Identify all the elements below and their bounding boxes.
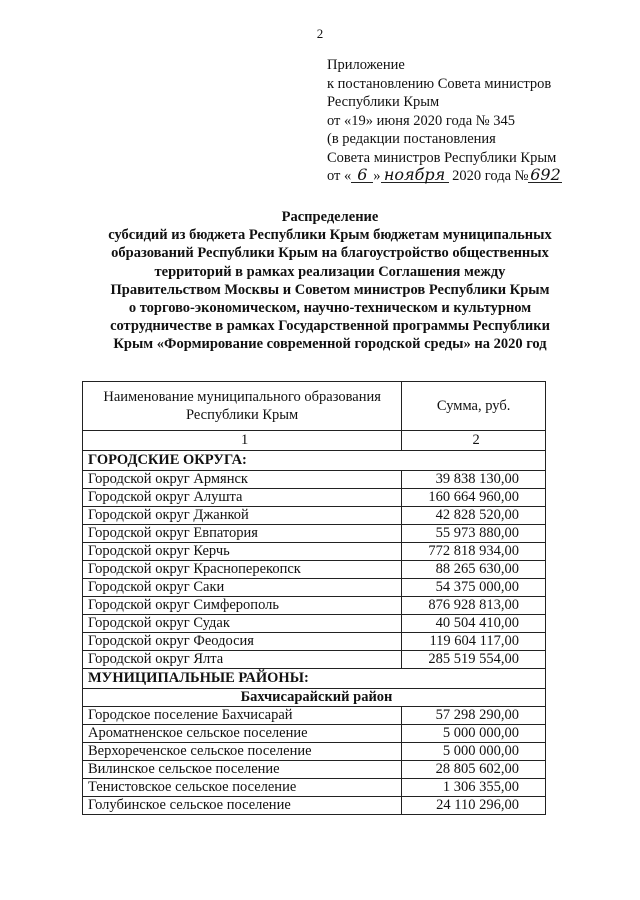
row-name: Тенистовское сельское поселение: [83, 779, 402, 797]
row-sum: 160 664 960,00: [402, 489, 546, 507]
page-number: 2: [316, 26, 324, 41]
table-row: [83, 797, 546, 815]
row-sum: 40 504 410,00: [402, 615, 546, 633]
table-row: [83, 743, 546, 761]
district-row: [83, 689, 546, 707]
appendix-line: от «19» июня 2020 года № 345: [327, 112, 515, 129]
appendix-line: Республики Крым: [327, 94, 440, 110]
row-name: Городской округ Симферополь: [83, 597, 402, 615]
title-line: сотрудничестве в рамках Государственной программы Республики: [110, 318, 550, 335]
table-row: [83, 725, 546, 743]
table-row: [83, 489, 546, 507]
row-name: Верхореченское сельское поселение: [83, 743, 402, 761]
appendix-line: (в редакции постановления: [327, 131, 496, 147]
distribution-table: [82, 381, 546, 815]
row-sum: 39 838 130,00: [402, 471, 546, 489]
row-sum: 5 000 000,00: [402, 725, 546, 743]
table-row: [83, 707, 546, 725]
table-row: [83, 651, 546, 669]
title-line: территорий в рамках реализации Соглашения между: [154, 263, 506, 280]
amendment-year: 2020 года №: [452, 168, 529, 184]
district-heading: Бахчисарайский район: [83, 689, 546, 707]
header-sum-cell: Сумма, руб.: [402, 382, 546, 431]
row-sum: 88 265 630,00: [402, 561, 546, 579]
row-name: Городской округ Алушта: [83, 489, 402, 507]
row-name: Вилинское сельское поселение: [83, 761, 402, 779]
amendment-mid: »: [373, 168, 381, 184]
header-name-cell: Наименование муниципального образования Республики Крым: [83, 382, 402, 431]
section-municipal-districts: МУНИЦИПАЛЬНЫЕ РАЙОНЫ:: [83, 669, 546, 689]
appendix-block: [327, 56, 627, 186]
amendment-date-line: [327, 167, 627, 186]
section-row: [83, 669, 546, 689]
column-number: 2: [402, 431, 546, 451]
title-line: Правительством Москвы и Советом министров Республики Крым: [110, 281, 550, 298]
title-heading: Распределение: [281, 209, 379, 225]
column-number-row: [83, 431, 546, 451]
table-row: [83, 615, 546, 633]
amendment-day: 6: [351, 167, 373, 183]
row-name: Городской округ Армянск: [83, 471, 402, 489]
table-row: [83, 543, 546, 561]
table-row: [83, 597, 546, 615]
row-name: Городской округ Керчь: [83, 543, 402, 561]
row-sum: 54 375 000,00: [402, 579, 546, 597]
row-sum: 772 818 934,00: [402, 543, 546, 561]
table-row: [83, 579, 546, 597]
amendment-number: 692: [530, 165, 561, 184]
appendix-line: Совета министров Республики Крым: [327, 149, 557, 166]
section-city-districts: ГОРОДСКИЕ ОКРУГА:: [83, 451, 546, 471]
row-name: Голубинское сельское поселение: [83, 797, 402, 815]
row-name: Городской округ Ялта: [83, 651, 402, 669]
row-sum: 24 110 296,00: [402, 797, 546, 815]
row-name: Ароматненское сельское поселение: [83, 725, 402, 743]
row-sum: 42 828 520,00: [402, 507, 546, 525]
table-row: [83, 561, 546, 579]
document-title: [60, 208, 600, 354]
row-sum: 57 298 290,00: [402, 707, 546, 725]
table-row: [83, 471, 546, 489]
table-row: [83, 633, 546, 651]
title-line: субсидий из бюджета Республики Крым бюджетам муниципальных: [108, 227, 552, 244]
row-sum: 119 604 117,00: [402, 633, 546, 651]
row-name: Городское поселение Бахчисарай: [83, 707, 402, 725]
row-name: Городской округ Саки: [83, 579, 402, 597]
table-row: [83, 525, 546, 543]
column-number: 1: [83, 431, 402, 451]
row-sum: 876 928 813,00: [402, 597, 546, 615]
row-name: Городской округ Красноперекопск: [83, 561, 402, 579]
row-sum: 5 000 000,00: [402, 743, 546, 761]
title-line: о торгово-экономическом, научно-техническом и культурном: [128, 300, 532, 317]
title-line: образований Республики Крым на благоустройство общественных: [111, 245, 549, 262]
table-header-row: [83, 382, 546, 431]
appendix-line: Приложение: [327, 57, 405, 73]
row-name: Городской округ Феодосия: [83, 633, 402, 651]
row-sum: 55 973 880,00: [402, 525, 546, 543]
row-name: Городской округ Джанкой: [83, 507, 402, 525]
table-row: [83, 761, 546, 779]
title-line: Крым «Формирование современной городской среды» на 2020 год: [113, 336, 547, 353]
row-sum: 28 805 602,00: [402, 761, 546, 779]
row-sum: 285 519 554,00: [402, 651, 546, 669]
appendix-line: к постановлению Совета министров: [327, 75, 552, 92]
row-name: Городской округ Евпатория: [83, 525, 402, 543]
amendment-prefix: от «: [327, 168, 352, 184]
row-sum: 1 306 355,00: [402, 779, 546, 797]
amendment-month: ноября: [381, 167, 449, 183]
table-row: [83, 779, 546, 797]
table-row: [83, 507, 546, 525]
section-row: [83, 451, 546, 471]
row-name: Городской округ Судак: [83, 615, 402, 633]
